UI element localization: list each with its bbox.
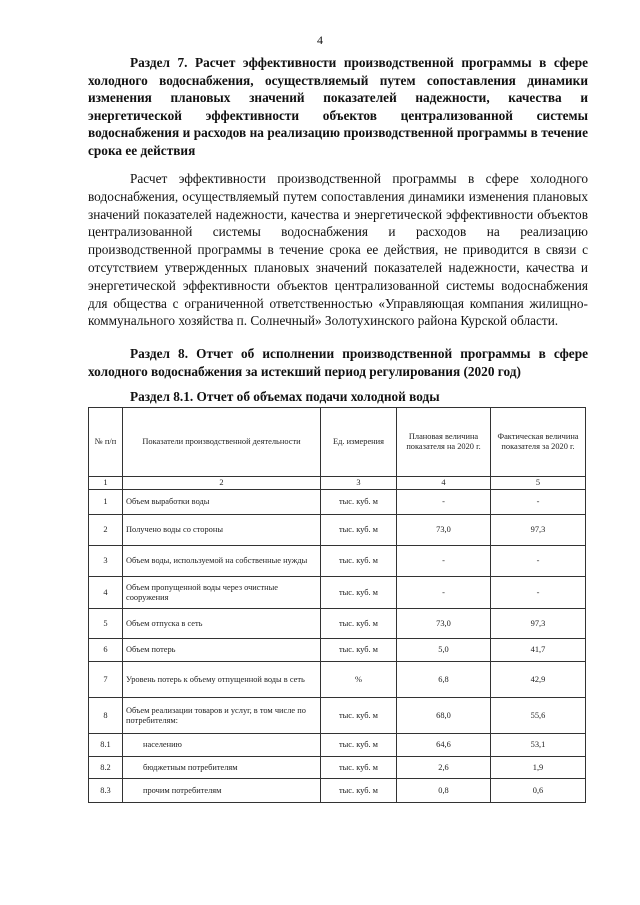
- section-8-1-heading: Раздел 8.1. Отчет об объемах подачи холодной воды: [130, 389, 440, 404]
- row-unit: %: [321, 662, 397, 698]
- header-plan: Плановая величина показателя на 2020 г.: [397, 408, 491, 477]
- row-num: 7: [89, 662, 123, 698]
- header-num: № п/п: [89, 408, 123, 477]
- header-fact: Фактическая величина показателя за 2020 г.: [491, 408, 586, 477]
- row-fact: 1,9: [491, 757, 586, 779]
- table-row: [89, 546, 586, 577]
- row-num: 2: [89, 515, 123, 546]
- table-row: [89, 515, 586, 546]
- row-unit: тыс. куб. м: [321, 515, 397, 546]
- header-unit: Ед. измерения: [321, 408, 397, 477]
- section-7-heading: Раздел 7. Расчет эффективности производственной программы в сфере холодного водоснабжения, осуществляемый путем сопоставления динамики изменения плановых значений показателей надежности, качества и энергетической эффективности объектов централизованной системы водоснабжения и расходов на реализацию производственной программы в течение срока ее действия: [88, 55, 588, 158]
- table-row: [89, 577, 586, 609]
- row-plan: -: [397, 546, 491, 577]
- table-row: [89, 757, 586, 779]
- row-fact: 55,6: [491, 698, 586, 734]
- row-indicator: прочим потребителям: [123, 779, 321, 803]
- row-indicator: Объем выработки воды: [123, 490, 321, 515]
- row-plan: 64,6: [397, 734, 491, 757]
- table-row: [89, 698, 586, 734]
- section-7-paragraph: Расчет эффективности производственной программы в сфере холодного водоснабжения, осуществляемый путем сопоставления динамики изменения плановых значений показателей надежности, качества и энергетической эффективности объектов централизованной системы водоснабжения и расходов на реализацию производственной программы в течение срока ее действия, не приводится в связи с отсутствием утвержденных плановых значений показателей надежности, качества и энергетической эффективности объектов централизованной системы водоснабжения для общества с ограниченной ответственностью «Управляющая компания жилищно-коммунального хозяйства п. Солнечный» Золотухинского района Курской области.: [88, 171, 588, 329]
- row-fact: -: [491, 577, 586, 609]
- row-fact: 97,3: [491, 515, 586, 546]
- row-indicator: Объем реализации товаров и услуг, в том числе по потребителям:: [123, 698, 321, 734]
- row-indicator: бюджетным потребителям: [123, 757, 321, 779]
- row-plan: 73,0: [397, 515, 491, 546]
- row-plan: 2,6: [397, 757, 491, 779]
- table-header-row: [89, 408, 586, 477]
- table-row: [89, 734, 586, 757]
- row-fact: 97,3: [491, 609, 586, 639]
- row-plan: 0,8: [397, 779, 491, 803]
- page-number: 4: [317, 33, 323, 47]
- row-indicator: Объем пропущенной воды через очистные сооружения: [123, 577, 321, 609]
- row-plan: -: [397, 577, 491, 609]
- row-plan: -: [397, 490, 491, 515]
- row-num: 4: [89, 577, 123, 609]
- table-row: [89, 779, 586, 803]
- col-number: 4: [397, 477, 491, 490]
- row-unit: тыс. куб. м: [321, 734, 397, 757]
- row-unit: тыс. куб. м: [321, 698, 397, 734]
- row-fact: 0,6: [491, 779, 586, 803]
- row-unit: тыс. куб. м: [321, 757, 397, 779]
- section-8-heading: Раздел 8. Отчет об исполнении производственной программы в сфере холодного водоснабжения за истекший период регулирования (2020 год): [88, 346, 588, 379]
- row-plan: 68,0: [397, 698, 491, 734]
- row-plan: 6,8: [397, 662, 491, 698]
- row-num: 3: [89, 546, 123, 577]
- column-number-row: [89, 477, 586, 490]
- row-fact: -: [491, 546, 586, 577]
- table-row: [89, 609, 586, 639]
- row-unit: тыс. куб. м: [321, 779, 397, 803]
- col-number: 1: [89, 477, 123, 490]
- row-num: 6: [89, 639, 123, 662]
- row-num: 8.3: [89, 779, 123, 803]
- header-indicator: Показатели производственной деятельности: [123, 408, 321, 477]
- water-supply-report-table: [88, 407, 586, 803]
- row-unit: тыс. куб. м: [321, 490, 397, 515]
- table-row: [89, 662, 586, 698]
- row-num: 1: [89, 490, 123, 515]
- table-row: [89, 490, 586, 515]
- row-fact: 41,7: [491, 639, 586, 662]
- row-indicator: Объем потерь: [123, 639, 321, 662]
- row-indicator: Получено воды со стороны: [123, 515, 321, 546]
- col-number: 5: [491, 477, 586, 490]
- row-indicator: Объем отпуска в сеть: [123, 609, 321, 639]
- row-plan: 73,0: [397, 609, 491, 639]
- row-unit: тыс. куб. м: [321, 609, 397, 639]
- row-num: 5: [89, 609, 123, 639]
- col-number: 3: [321, 477, 397, 490]
- row-fact: -: [491, 490, 586, 515]
- row-fact: 42,9: [491, 662, 586, 698]
- row-unit: тыс. куб. м: [321, 546, 397, 577]
- row-indicator: Уровень потерь к объему отпущенной воды в сеть: [123, 662, 321, 698]
- row-fact: 53,1: [491, 734, 586, 757]
- row-num: 8: [89, 698, 123, 734]
- row-indicator: Объем воды, используемой на собственные нужды: [123, 546, 321, 577]
- row-num: 8.1: [89, 734, 123, 757]
- row-unit: тыс. куб. м: [321, 639, 397, 662]
- table-row: [89, 639, 586, 662]
- row-unit: тыс. куб. м: [321, 577, 397, 609]
- row-plan: 5,0: [397, 639, 491, 662]
- col-number: 2: [123, 477, 321, 490]
- row-indicator: населению: [123, 734, 321, 757]
- row-num: 8.2: [89, 757, 123, 779]
